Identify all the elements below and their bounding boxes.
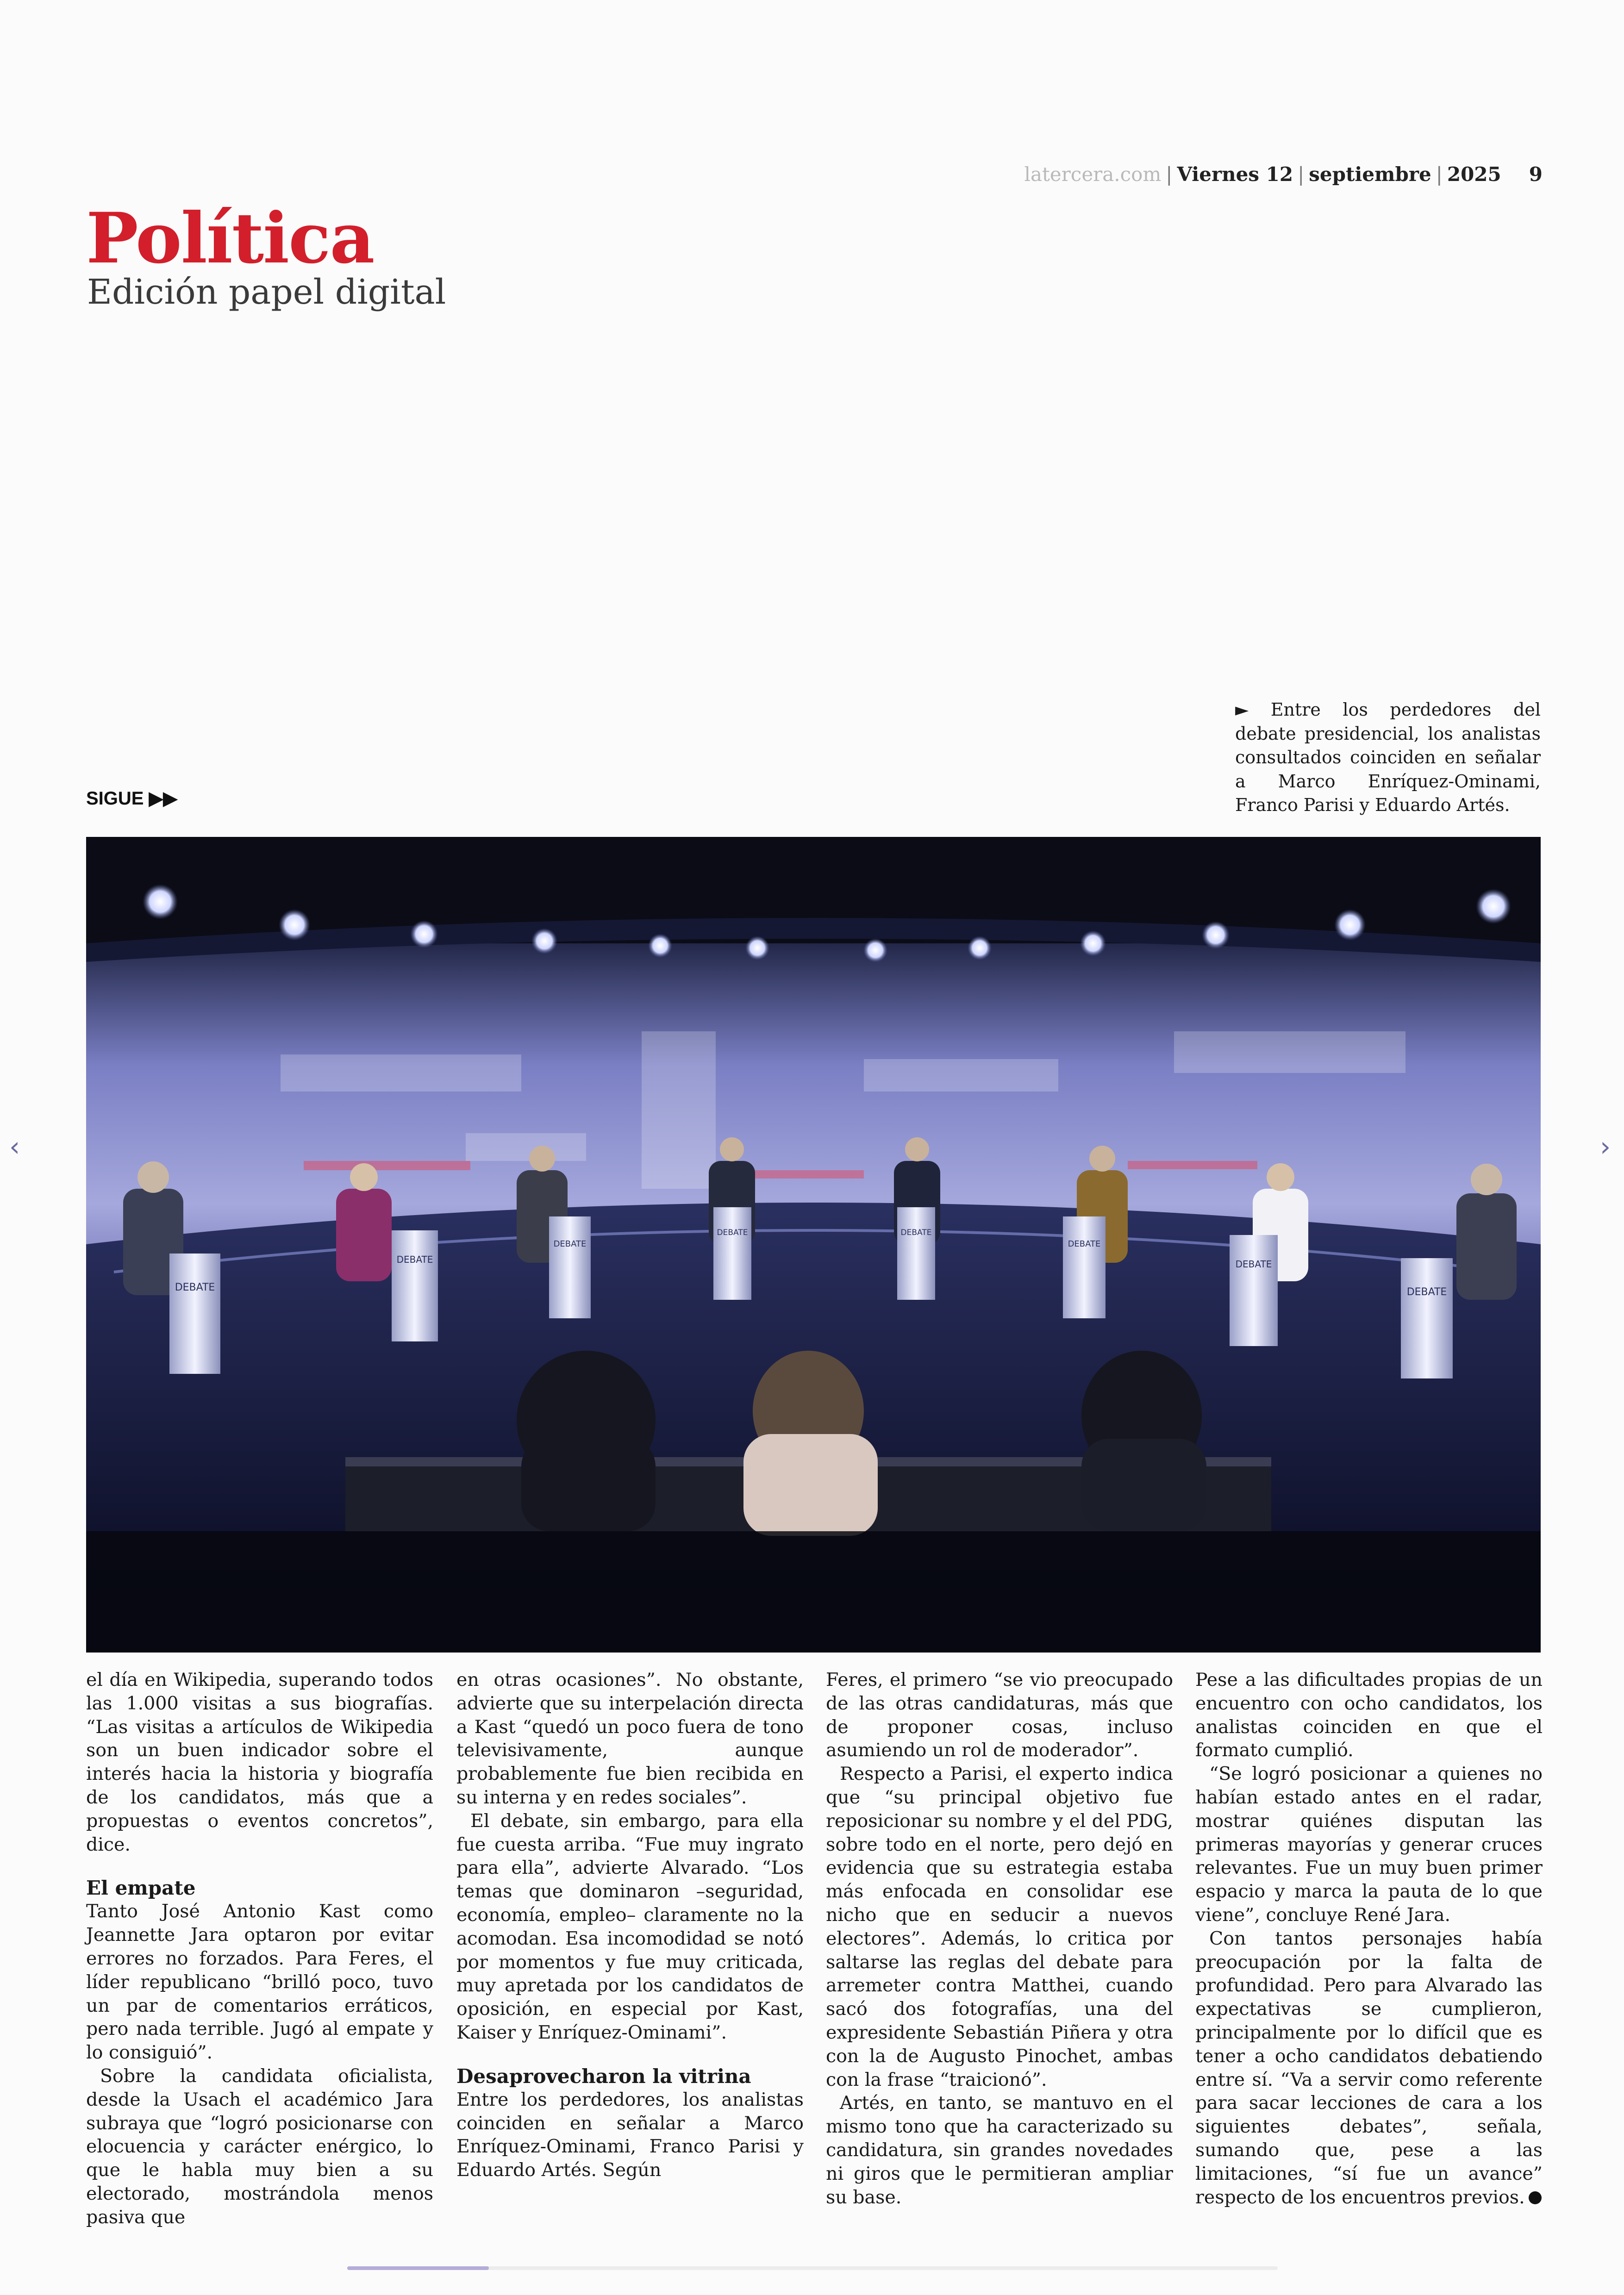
photo-caption: ► Entre los perdedores del debate presidencial, los analistas consultados coinciden en señalar a Marco Enríquez-Ominami, Franco Parisi y Eduardo Artés.: [1235, 699, 1541, 815]
section-subtitle: Edición papel digital: [87, 272, 446, 312]
article-column-1: [86, 1668, 433, 2229]
continue-label: SIGUE ▶▶: [86, 788, 178, 809]
issue-month: septiembre: [1309, 163, 1431, 186]
podium-label: DEBATE: [553, 1239, 587, 1249]
prev-page-arrow[interactable]: ‹: [9, 1131, 20, 1162]
paragraph: [1195, 1927, 1543, 2209]
next-page-arrow[interactable]: ›: [1600, 1131, 1611, 1162]
article-end-mark: [1529, 2191, 1542, 2204]
article-column-4: [1195, 1668, 1543, 2209]
paragraph: El debate, sin embargo, para ella fue cuesta arriba. “Fue muy ingrato para ella”, advierte Alvarado. “Los temas que dominaron –seguridad, economía, empleo– claramente no la acomodan. Esa incomodidad se notó por momentos y fue muy criticada, muy apretada por los candidatos de oposición, en especial por Kast, Kaiser y Enríquez-Ominami”.: [456, 1810, 804, 2043]
paragraph-text: Con tantos personajes había preocupación por la falta de profundidad. Pero para Alvarado las expectativas se cumplieron, principalmente por lo difícil que es tener a ocho candidatos debatiendo entre sí. “Va a servir como referente para sacar lecciones de cara a los siguientes debates”, señala, sumando que, pese a las limitaciones, “sí fue un avance” respecto de los encuentros previos.: [1195, 1927, 1543, 2208]
paragraph: Sobre la candidata oficialista, desde la Usach el académico Jara subraya que “logró posicionarse con elocuencia y carácter enérgico, lo que le habla muy bien a su electorado, mostrándola menos pasiva que: [86, 2065, 433, 2228]
subheading-vitrina: Desaprovecharon la vitrina: [456, 2064, 751, 2088]
paragraph: Respecto a Parisi, el experto indica que “su principal objetivo fue reposicionar su nombre y el del PDG, sobre todo en el norte, pero dejó en evidencia que su estrategia estaba más enfocada en consolidar ese nicho que en seducir a nuevos electores”. Además, lo critica por saltarse las reglas del debate para arremeter contra Matthei, cuando sacó dos fotografías, una del expresidente Sebastián Piñera y otra con la de Augusto Pinochet, ambas con la frase “traicionó”.: [826, 1763, 1173, 2090]
issue-day: Viernes 12: [1177, 163, 1293, 186]
site-name[interactable]: latercera.com: [1024, 163, 1162, 186]
podium-label: DEBATE: [717, 1228, 748, 1237]
issue-year: 2025: [1447, 163, 1501, 186]
page-scroll-track[interactable]: [347, 2266, 1278, 2270]
podium-label: DEBATE: [1068, 1239, 1101, 1249]
podium-label: DEBATE: [396, 1254, 433, 1265]
page-scroll-thumb[interactable]: [347, 2266, 489, 2270]
podium-label: DEBATE: [175, 1282, 215, 1293]
article-column-3: [826, 1668, 1173, 2209]
podium-label: DEBATE: [900, 1228, 932, 1237]
podium-label: DEBATE: [1406, 1286, 1447, 1298]
section-title: Política: [86, 198, 374, 279]
podium-label: DEBATE: [1235, 1259, 1272, 1270]
paragraph: Artés, en tanto, se mantuvo en el mismo tono que ha caracterizado su candidatura, sin grandes novedades ni giros que le permitieran ampliar su base.: [826, 2092, 1173, 2208]
debate-photo: [86, 837, 1541, 1653]
paragraph: Entre los perdedores, los analistas coinciden en señalar a Marco Enríquez-Ominami, Franco Parisi y Eduardo Artés. Según: [456, 2089, 804, 2181]
debate-stage-illustration: [86, 837, 1541, 1653]
paragraph: el día en Wikipedia, superando todos las 1.000 visitas a sus biografías. “Las visitas a artículos de Wikipedia son un buen indicador sobre el interés hacia la historia y biografía de los candidatos, más que a propuestas o eventos concretos”, dice.: [86, 1669, 433, 1855]
subheading-empate: El empate: [86, 1877, 196, 1900]
paragraph: “Se logró posicionar a quienes no habían estado antes en el radar, mostrar quiénes disputan las primeras mayorías y generar cruces relevantes. Fue un muy buen primer espacio y marca la pauta de lo que viene”, concluye René Jara.: [1195, 1763, 1543, 1926]
paragraph: Feres, el primero “se vio preocupado de las otras candidaturas, más que de proponer cosas, incluso asumiendo un rol de moderador”.: [826, 1669, 1173, 1761]
page-header-meta: latercera.com | Viernes 12 | septiembre | 2025 9: [1024, 163, 1543, 186]
page-number: 9: [1529, 163, 1543, 186]
article-column-2: [456, 1668, 804, 2182]
paragraph: Tanto José Antonio Kast como Jeannette Jara optaron por evitar errores no forzados. Para Feres, el líder republicano “brilló poco, tuvo un par de comentarios erráticos, pero nada terrible. Jugó al empate y lo consiguió”.: [86, 1901, 433, 2064]
paragraph: Pese a las dificultades propias de un encuentro con ocho candidatos, los analistas coinciden en que el formato cumplió.: [1195, 1669, 1543, 1761]
paragraph: en otras ocasiones”. No obstante, advierte que su interpelación directa a Kast “quedó un poco fuera de tono televisivamente, aunque probablemente fue bien recibida en su interna y en redes sociales”.: [456, 1669, 804, 1808]
